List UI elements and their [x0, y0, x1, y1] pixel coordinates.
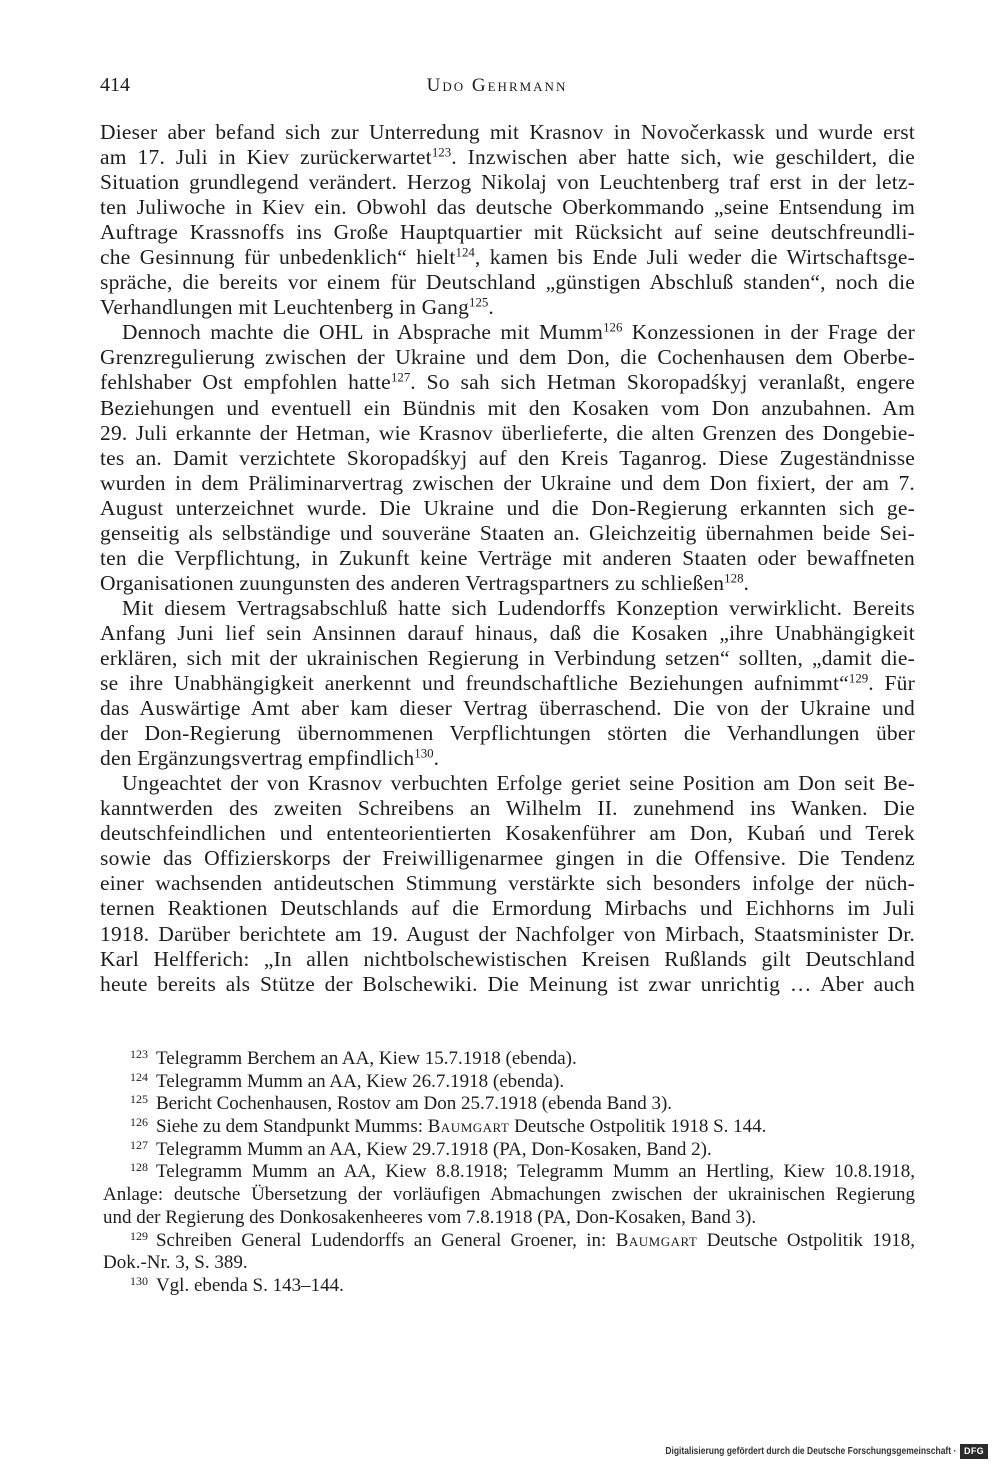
text-segment: spräche, die bereits vor einem für Deutschland „günstigen Abschluß standen“, noch die: [100, 270, 915, 295]
dfg-logo: DFG: [960, 1444, 988, 1459]
text-line: [100, 596, 915, 621]
footnote-line: [103, 1093, 915, 1116]
text-segment: Telegramm Mumm an AA, Kiew 26.7.1918 (ebenda).: [155, 1070, 565, 1092]
text-segment: Beziehungen und eventuell ein Bündnis mit den Kosaken vom Don anzubahnen. Am: [100, 395, 915, 420]
footnote-number: 128: [130, 1160, 148, 1175]
text-line: [100, 571, 915, 596]
text-segment: wurden in dem Präliminarvertrag zwischen der Ukraine und dem Don fixiert, der am 7.: [100, 470, 915, 495]
text-line: [100, 396, 915, 421]
text-line: [100, 746, 915, 771]
text-segment: Anlage: deutsche Übersetzung der vorläufigen Abmachungen zwischen der ukrainischen Regierung: [103, 1184, 915, 1206]
text-line: [100, 646, 915, 671]
text-line: [100, 972, 915, 997]
text-segment: ternen Reaktionen Deutschlands auf die Ermordung Mirbachs und Eichhorns im Juli: [100, 896, 915, 921]
text-segment: Mit diesem Vertragsabschluß hatte sich Ludendorffs Konzeption verwirklicht. Bereits: [122, 595, 915, 620]
text-line: [100, 696, 915, 721]
digitization-credit: Digitalisierung gefördert durch die Deutsche Forschungsgemeinschaft ·: [665, 1446, 956, 1457]
footnote-line: [103, 1139, 915, 1162]
text-segment: .: [488, 295, 494, 320]
body-text: [100, 120, 915, 997]
text-line: [100, 796, 915, 821]
footnote-line: [103, 1116, 915, 1139]
text-segment: erklären, sich mit der ukrainischen Regierung in Verbindung setzen“ sollten, „damit die-: [100, 645, 915, 670]
cited-author: Baumgart: [427, 1116, 510, 1138]
text-segment: 1918. Darüber berichtete am 19. August der Nachfolger von Mirbach, Staatsminister Dr.: [100, 921, 915, 946]
footnote: [103, 1071, 915, 1094]
text-segment: Siehe zu dem Standpunkt Mumms:: [155, 1116, 428, 1138]
footnote-number: 129: [130, 1228, 148, 1243]
footnote-reference: 124: [455, 245, 475, 260]
paragraph: [100, 320, 915, 596]
text-segment: 29. Juli erkannte der Hetman, wie Krasnov überlieferte, die alten Grenzen des Dongebie-: [100, 420, 915, 445]
text-segment: Situation grundlegend verändert. Herzog Nikolaj von Leuchtenberg traf erst in der letz-: [100, 170, 915, 195]
footnote-reference: 126: [603, 320, 623, 335]
footnote-reference: 128: [724, 571, 744, 586]
footnote: [103, 1048, 915, 1071]
text-line: [100, 947, 915, 972]
text-line: [100, 170, 915, 195]
text-line: [100, 245, 915, 270]
text-segment: Grenzregulierung zwischen der Ukraine und dem Don, die Cochenhausen dem Oberbe-: [100, 345, 915, 370]
text-line: [100, 270, 915, 295]
footnote: [103, 1093, 915, 1116]
text-segment: Organisationen zuungunsten des anderen Vertragspartners zu schließen: [100, 570, 725, 595]
text-line: [100, 821, 915, 846]
footnote-number: 130: [130, 1273, 148, 1288]
text-segment: .: [433, 746, 440, 771]
text-segment: Telegramm Mumm an AA, Kiew 8.8.1918; Telegramm Mumm an Hertling, Kiew 10.8.1918,: [155, 1161, 915, 1183]
text-line: [100, 621, 915, 646]
text-segment: se ihre Unabhängigkeit anerkennt und freundschaftliche Beziehungen aufnimmt“: [100, 671, 849, 696]
footnote-line: [103, 1161, 915, 1184]
text-segment: tes an. Damit verzichtete Skoropadśkyj auf den Kreis Taganrog. Diese Zugeständnisse: [100, 445, 915, 470]
text-segment: sowie das Offizierskorps der Freiwilligenarmee gingen in die Offensive. Die Tendenz: [100, 846, 915, 871]
text-segment: August unterzeichnet wurde. Die Ukraine und die Don-Regierung erkannten sich ge-: [100, 495, 915, 520]
paragraph: [100, 771, 915, 996]
footnote-number: 126: [130, 1115, 148, 1130]
text-segment: deutschfeindlichen und ententeorientierten Kosakenführer am Don, Kubań und Terek: [100, 821, 915, 846]
text-segment: fehlshaber Ost empfohlen hatte: [100, 370, 391, 395]
text-segment: einer wachsenden antideutschen Stimmung verstärkte sich besonders infolge der nüch-: [100, 871, 915, 896]
text-line: [100, 471, 915, 496]
text-line: [100, 120, 915, 145]
running-title: Udo Gehrmann: [426, 75, 568, 96]
text-segment: ten die Verpflichtung, in Zukunft keine Verträge mit anderen Staaten oder bewaffneten: [100, 545, 915, 570]
text-segment: Anfang Juni lief sein Ansinnen darauf hinaus, daß die Kosaken „ihre Unabhängigkeit: [100, 620, 915, 645]
text-segment: . Für: [868, 671, 915, 696]
text-line: [100, 771, 915, 796]
text-segment: Vgl. ebenda S. 143–144.: [155, 1274, 344, 1296]
text-segment: Bericht Cochenhausen, Rostov am Don 25.7.1918 (ebenda Band 3).: [155, 1093, 673, 1115]
text-line: [100, 295, 915, 320]
text-segment: und der Regierung des Donkosakenheeres vom 7.8.1918 (PA, Don-Kosaken, Band 3).: [103, 1206, 757, 1228]
text-segment: den Ergänzungsvertrag empfindlich: [100, 746, 415, 771]
footnote-number: 125: [130, 1092, 148, 1107]
text-segment: kanntwerden des zweiten Schreibens an Wilhelm II. zunehmend ins Wanken. Die: [100, 796, 915, 821]
text-segment: Deutsche Ostpolitik 1918,: [697, 1229, 915, 1251]
text-segment: Dennoch machte die OHL in Absprache mit Mumm: [122, 320, 604, 345]
footnote-line: [103, 1275, 915, 1298]
text-segment: che Gesinnung für unbedenklich“ hielt: [100, 245, 456, 270]
footnote-reference: 123: [431, 145, 452, 160]
footnote-reference: 125: [469, 295, 489, 310]
footnote-reference: 127: [390, 370, 411, 385]
footnote-line: [103, 1252, 915, 1275]
text-line: [100, 922, 915, 947]
footnote: [103, 1139, 915, 1162]
footnote-number: 123: [130, 1047, 148, 1062]
text-segment: am 17. Juli in Kiev zurückerwartet: [100, 145, 432, 170]
text-line: [100, 446, 915, 471]
footnote: [103, 1161, 915, 1229]
footnote: [103, 1230, 915, 1275]
text-segment: . So sah sich Hetman Skoropadśkyj veranlaßt, engere: [410, 370, 916, 395]
text-segment: Telegramm Mumm an AA, Kiew 29.7.1918 (PA, Don-Kosaken, Band 2).: [155, 1138, 712, 1160]
text-segment: ten Juliwoche in Kiev ein. Obwohl das deutsche Oberkommando „seine Entsendung im: [100, 195, 915, 220]
text-segment: Deutsche Ostpolitik 1918 S. 144.: [509, 1116, 767, 1138]
text-segment: Karl Helfferich: „In allen nichtbolschewistischen Kreisen Rußlands gilt Deutschland: [100, 946, 915, 971]
footnote-reference: 130: [414, 746, 434, 761]
text-line: [100, 220, 915, 245]
text-line: [100, 546, 915, 571]
text-segment: das Auswärtige Amt aber kam dieser Vertrag überraschend. Die von der Ukraine und: [100, 696, 915, 721]
footnote-line: [103, 1071, 915, 1094]
text-segment: genseitig als selbständige und souveräne Staaten an. Gleichzeitig übernahmen beide Sei-: [100, 520, 915, 545]
cited-author: Baumgart: [615, 1229, 698, 1251]
text-segment: Dieser aber befand sich zur Unterredung mit Krasnov in Novočerkassk und wurde erst: [100, 120, 915, 144]
text-segment: der Don-Regierung übernommenen Verpflichtungen störten die Verhandlungen über: [100, 721, 915, 746]
text-segment: Schreiben General Ludendorffs an General Groener, in:: [155, 1229, 616, 1251]
text-segment: . Inzwischen aber hatte sich, wie geschildert, die: [451, 145, 916, 170]
footnote-line: [103, 1230, 915, 1253]
footnote-number: 127: [130, 1137, 148, 1152]
footnote-reference: 129: [848, 671, 869, 686]
text-segment: Dok.-Nr. 3, S. 389.: [103, 1252, 248, 1274]
text-segment: Telegramm Berchem an AA, Kiew 15.7.1918 (ebenda).: [155, 1048, 577, 1069]
text-line: [100, 721, 915, 746]
text-line: [100, 145, 915, 170]
text-segment: , kamen bis Ende Juli weder die Wirtschaftsge-: [474, 245, 916, 270]
text-line: [100, 195, 915, 220]
text-line: [100, 421, 915, 446]
paragraph: [100, 120, 915, 320]
paragraph: [100, 596, 915, 771]
page-number: 414: [100, 74, 130, 96]
text-line: [100, 370, 915, 395]
text-line: [100, 871, 915, 896]
text-line: [100, 496, 915, 521]
text-line: [100, 521, 915, 546]
footnote: [103, 1275, 915, 1298]
text-line: [100, 896, 915, 921]
footnote-line: [103, 1184, 915, 1207]
text-line: [100, 345, 915, 370]
footnotes: [103, 1048, 915, 1298]
footnote-line: [103, 1207, 915, 1230]
text-line: [100, 320, 915, 345]
text-segment: Konzessionen in der Frage der: [622, 320, 915, 345]
text-line: [100, 671, 915, 696]
text-segment: .: [743, 570, 750, 595]
footnote-number: 124: [130, 1069, 148, 1084]
text-segment: Auftrage Krassnoffs ins Große Hauptquartier mit Rücksicht auf seine deutschfreundli-: [100, 220, 915, 245]
text-segment: Ungeachtet der von Krasnov verbuchten Erfolge geriet seine Position am Don seit Be-: [122, 771, 915, 796]
text-segment: heute bereits als Stütze der Bolschewiki. Die Meinung ist zwar unrichtig … Aber auch: [100, 971, 915, 996]
footnote-line: [103, 1048, 915, 1071]
text-line: [100, 846, 915, 871]
text-segment: Verhandlungen mit Leuchtenberg in Gang: [100, 295, 470, 320]
footnote: [103, 1116, 915, 1139]
